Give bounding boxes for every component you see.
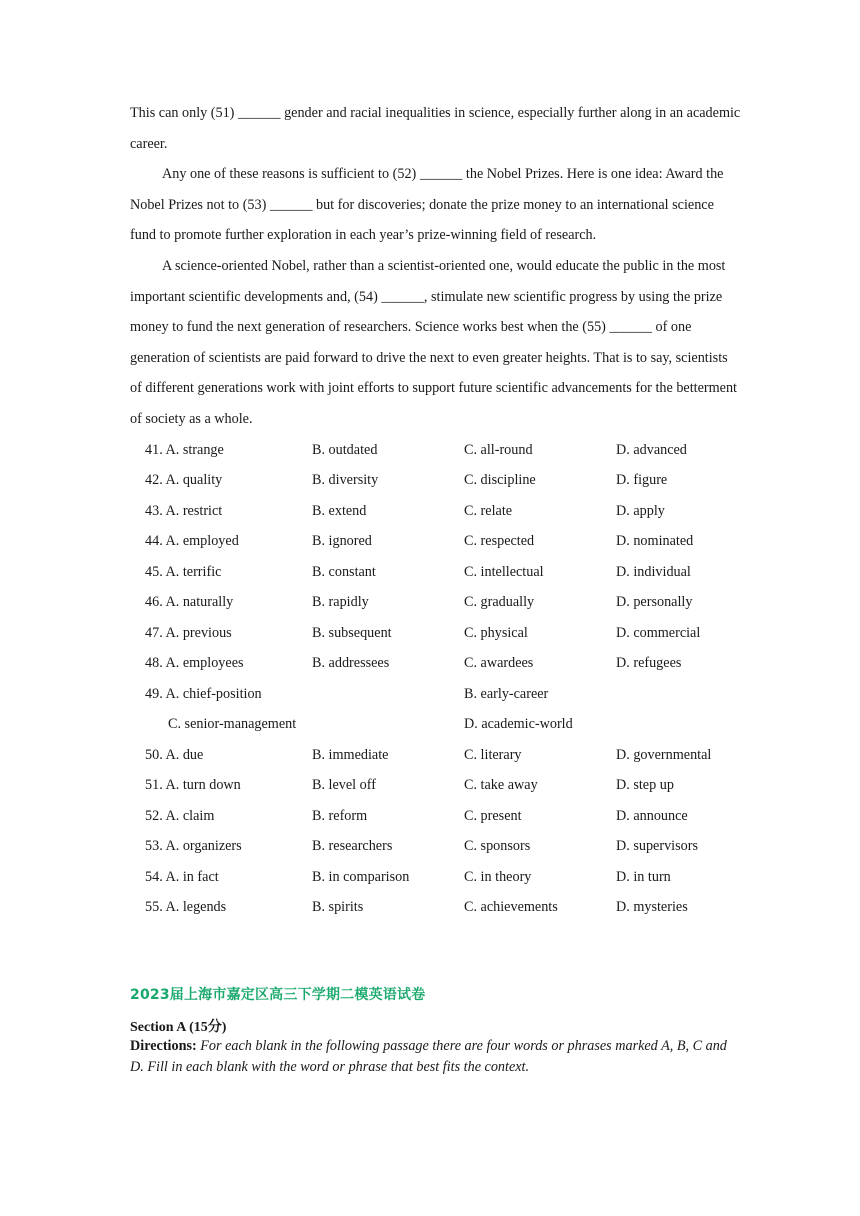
option-c: C. literary (464, 746, 522, 763)
option-row (130, 557, 742, 588)
directions-label: Directions: (130, 1038, 197, 1054)
option-c: C. in theory (464, 868, 532, 885)
option-d: D. individual (616, 563, 691, 580)
option-a: 55. A. legends (145, 899, 227, 916)
option-b: B. ignored (312, 533, 372, 550)
option-c: C. respected (464, 533, 535, 550)
option-a: 53. A. organizers (145, 838, 242, 855)
option-row (130, 435, 742, 466)
option-b: B. addressees (312, 655, 390, 672)
option-a: 54. A. in fact (145, 868, 219, 885)
option-c: C. physical (464, 624, 528, 641)
option-d: D. in turn (616, 868, 671, 885)
option-a: 46. A. naturally (145, 594, 234, 611)
option-d: D. nominated (616, 533, 694, 550)
option-b: B. in comparison (312, 868, 410, 885)
option-d: D. announce (616, 807, 688, 824)
option-d: D. figure (616, 472, 668, 489)
option-c: C. sponsors (464, 838, 531, 855)
option-row (130, 801, 742, 832)
option-row-q49-line1 (130, 679, 742, 710)
option-c: C. senior-management (168, 716, 297, 733)
option-row (130, 862, 742, 893)
option-d: D. apply (616, 502, 665, 519)
option-c: C. all-round (464, 441, 533, 458)
directions (130, 1036, 742, 1077)
option-c: C. achievements (464, 899, 558, 916)
option-d: D. academic-world (464, 716, 573, 733)
option-b: B. early-career (464, 685, 549, 702)
option-row (130, 770, 742, 801)
option-row-q49-line2 (130, 709, 742, 740)
option-row (130, 587, 742, 618)
option-row (130, 496, 742, 527)
option-c: C. awardees (464, 655, 534, 672)
option-row (130, 618, 742, 649)
option-d: D. step up (616, 777, 674, 794)
option-d: D. refugees (616, 655, 682, 672)
option-a: 49. A. chief-position (145, 685, 262, 702)
option-b: B. constant (312, 563, 376, 580)
option-c: C. discipline (464, 472, 536, 489)
passage-paragraph-3: A science-oriented Nobel, rather than a scientist-oriented one, would educate the public in the most important scientific developments and, (54) ______, stimulate new scientific progress by using the prize money to fund the next generation of researchers. Science works best when the (55) ______ of one generation of scientists are paid forward to drive the next to even greater heights. That is to say, scientists of different generations work with joint efforts to support future scientific advancements for the betterment of society as a whole. (130, 257, 737, 427)
option-a: 45. A. terrific (145, 563, 222, 580)
option-row (130, 892, 742, 923)
option-a: 48. A. employees (145, 655, 244, 672)
option-a: 42. A. quality (145, 472, 223, 489)
option-b: B. level off (312, 777, 376, 794)
option-row (130, 526, 742, 557)
option-d: D. mysteries (616, 899, 688, 916)
option-row (130, 648, 742, 679)
option-c: C. relate (464, 502, 513, 519)
option-c: C. gradually (464, 594, 535, 611)
option-a: 44. A. employed (145, 533, 239, 550)
option-d: D. commercial (616, 624, 701, 641)
exam-title: 2023届上海市嘉定区高三下学期二模英语试卷 (130, 987, 426, 1003)
passage-block (130, 98, 742, 923)
option-a: 41. A. strange (145, 441, 224, 458)
option-b: B. extend (312, 502, 367, 519)
section-heading: Section A (15分) (130, 1020, 227, 1035)
directions-text: For each blank in the following passage there are four words or phrases marked A, B, C and D. Fill in each blank with the word or phrase that best fits the context. (130, 1038, 727, 1075)
option-b: B. immediate (312, 746, 389, 763)
option-a: 51. A. turn down (145, 777, 241, 794)
option-d: D. personally (616, 594, 693, 611)
option-a: 47. A. previous (145, 624, 232, 641)
option-a: 50. A. due (145, 746, 204, 763)
option-b: B. reform (312, 807, 368, 824)
option-a: 52. A. claim (145, 807, 215, 824)
option-a: 43. A. restrict (145, 502, 223, 519)
option-row (130, 831, 742, 862)
option-b: B. subsequent (312, 624, 392, 641)
option-c: C. present (464, 807, 522, 824)
option-b: B. researchers (312, 838, 393, 855)
option-b: B. spirits (312, 899, 364, 916)
option-d: D. advanced (616, 441, 687, 458)
passage-paragraph-1: This can only (51) ______ gender and racial inequalities in science, especially further along in an academic career. (130, 105, 741, 152)
option-b: B. outdated (312, 441, 378, 458)
option-c: C. intellectual (464, 563, 544, 580)
option-b: B. diversity (312, 472, 379, 489)
option-row (130, 740, 742, 771)
option-b: B. rapidly (312, 594, 369, 611)
passage-paragraph-2: Any one of these reasons is sufficient to (52) ______ the Nobel Prizes. Here is one idea: Award the Nobel Prizes not to (53) ______ but for discoveries; donate the prize money to an international science fund to promote further exploration in each year’s prize-winning field of research. (130, 166, 724, 244)
option-d: D. supervisors (616, 838, 698, 855)
option-row (130, 465, 742, 496)
option-c: C. take away (464, 777, 538, 794)
options-list (130, 435, 742, 923)
option-d: D. governmental (616, 746, 712, 763)
